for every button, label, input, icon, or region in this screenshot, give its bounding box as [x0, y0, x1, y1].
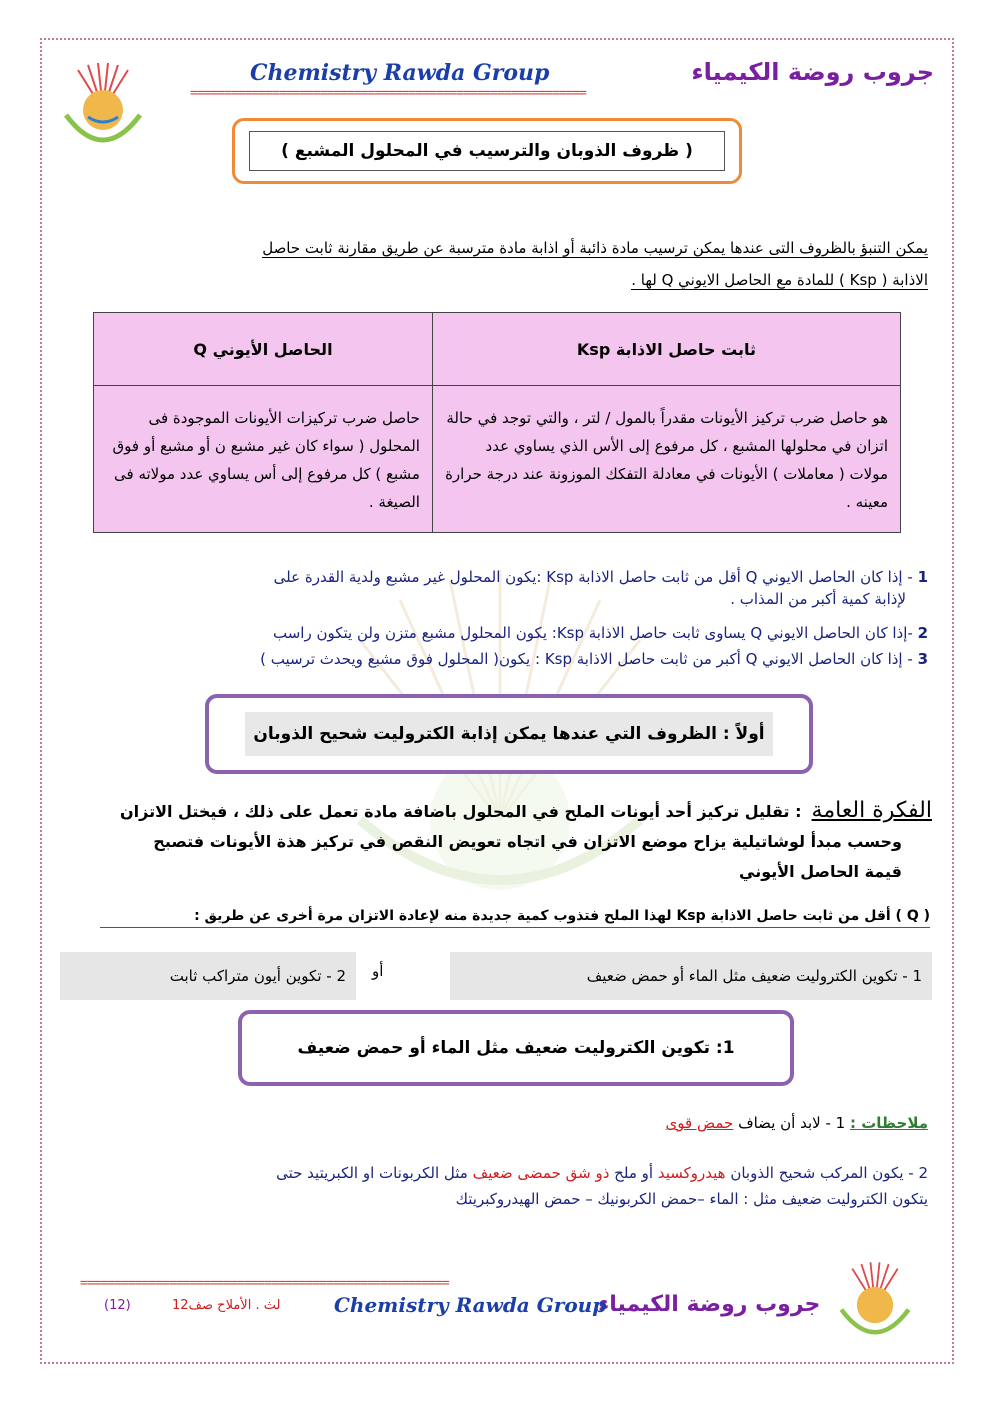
general-idea-line-2: وحسب مبدأ لوشاتيلية يزاح موضع الاتزان في اتجاه تعويض النقص في تركيز هذة الأيونات فتصبح: [153, 832, 902, 851]
table-header-q: الحاصل الأيوني Q: [94, 313, 433, 386]
comparison-table: [93, 312, 901, 533]
option-complex-ion: 2 - تكوين أيون متراكب ثابت: [60, 952, 356, 1000]
condition-2-num: 2: [917, 624, 928, 642]
condition-3-num: 3: [917, 650, 928, 668]
condition-1-num: 1: [917, 568, 928, 586]
footer-brand-ar: جروب روضة الكيمياء: [598, 1292, 821, 1317]
condition-2-text: -إذا كان الحاصل الايوني Q يساوى ثابت حاصل الاذابة Ksp: يكون المحلول مشبع متزن ولن يتكون راسب: [272, 624, 913, 642]
notes-line-2: [80, 1160, 928, 1212]
general-idea: [76, 796, 932, 887]
q-definition: حاصل ضرب تركيزات الأيونات الموجودة فى المحلول ( سواء كان غير مشبع ن أو مشبع أو فوق مشبع ) كل مرفوع إلى أس يساوي عدد مولاته فى الصيغة .: [94, 386, 433, 533]
general-idea-line-1: : تقليل تركيز أحد أيونات الملح في المحلول باضافة مادة تعمل على ذلك ، فيختل الاتزان: [119, 802, 802, 821]
note-2-line-2: يتكون الكتروليت ضعيف مثل : الماء –حمض الكربونيك – حمض الهيدروكبريتك: [455, 1190, 928, 1208]
section-2-box: [238, 1010, 794, 1086]
page-title: ( ظروف الذوبان والترسيب في المحلول المشبع ): [249, 131, 725, 171]
header-divider: ==========================================================: [190, 86, 586, 101]
condition-3: [78, 648, 928, 670]
table-row: [94, 386, 901, 533]
intro-paragraph: [80, 232, 928, 296]
title-box: [232, 118, 742, 184]
footer-brand-en: Chemistry Rawda Group: [334, 1293, 607, 1317]
condition-1: [78, 566, 928, 610]
note-1-prefix: 1 - لابد أن يضاف: [738, 1114, 846, 1132]
section-1-box: [205, 694, 813, 774]
condition-1-text: - إذا كان الحاصل الايوني Q أقل من ثابت حاصل الاذابة Ksp :يكون المحلول غير مشبع ولدية القدرة على: [273, 568, 913, 586]
footer-divider: ======================================================: [80, 1276, 449, 1291]
option-or: أو: [372, 962, 384, 980]
notes-label: ملاحظات :: [849, 1114, 928, 1132]
header-brand-ar: جروب روضة الكيمياء: [691, 58, 934, 86]
footer-page-number: (12): [104, 1298, 131, 1313]
intro-line-1: يمكن التنبؤ بالظروف التى عندها يمكن ترسيب مادة ذائبة أو اذابة مادة مترسبة عن طريق مقارنة ثابت حاصل: [262, 239, 928, 257]
ksp-condition-line: ( Q ) أقل من ثابت حاصل الاذابة Ksp لهذا الملح فتذوب كمية جديدة منه لإعادة الاتزان مرة أخرى عن طريق :: [100, 908, 930, 928]
note-2-b: أو ملح: [614, 1164, 654, 1182]
general-idea-line-3: قيمة الحاصل الأيوني: [739, 862, 902, 881]
table-header-ksp: ثابت حاصل الاذابة Ksp: [432, 313, 900, 386]
rawda-logo: [58, 55, 148, 165]
option-weak-electrolyte: 1 - تكوين الكتروليت ضعيف مثل الماء أو حمض ضعيف: [450, 952, 932, 1000]
general-idea-label: الفكرة العامة: [811, 798, 932, 823]
footer-page-ref: لث . الأملاح صف12: [172, 1298, 281, 1313]
note-1-red: حمض قوى: [665, 1114, 734, 1132]
condition-2: [78, 622, 928, 644]
note-2-red-2: ذو شق حمضى ضعيف: [472, 1164, 610, 1182]
notes-line-1: [80, 1114, 928, 1132]
note-2-c: مثل الكربونات او الكبريتيد حتى: [276, 1164, 468, 1182]
intro-line-2: الاذابة ( Ksp ) للمادة مع الحاصل الايوني Q لها .: [631, 271, 928, 289]
footer-logo: [830, 1255, 920, 1355]
note-2-red-1: هيدروكسيد: [657, 1164, 726, 1182]
header-brand-en: Chemistry Rawda Group: [250, 60, 550, 86]
condition-1-cont: لإذابة كمية أكبر من المذاب .: [730, 590, 906, 608]
section-2-title: 1: تكوين الكتروليت ضعيف مثل الماء أو حمض ضعيف: [266, 1026, 766, 1070]
table-header-row: [94, 313, 901, 386]
ksp-definition: هو حاصل ضرب تركيز الأيونات مقدراً بالمول / لتر ، والتي توجد في حالة اتزان في محلولها المشبع ، كل مرفوع إلى الأس الذي يساوي عدد مولات ( معاملات ) الأيونات في معادلة التفكك الموزونة عند درجة حرارة معينه .: [432, 386, 900, 533]
note-2-a: 2 - يكون المركب شحيح الذوبان: [730, 1164, 928, 1182]
section-1-title: أولاً : الظروف التي عندها يمكن إذابة الكتروليت شحيح الذوبان: [245, 712, 773, 756]
condition-3-text: - إذا كان الحاصل الايوني Q أكبر من ثابت حاصل الاذابة Ksp : يكون( المحلول فوق مشبع ويحدث ترسيب ): [260, 650, 913, 668]
